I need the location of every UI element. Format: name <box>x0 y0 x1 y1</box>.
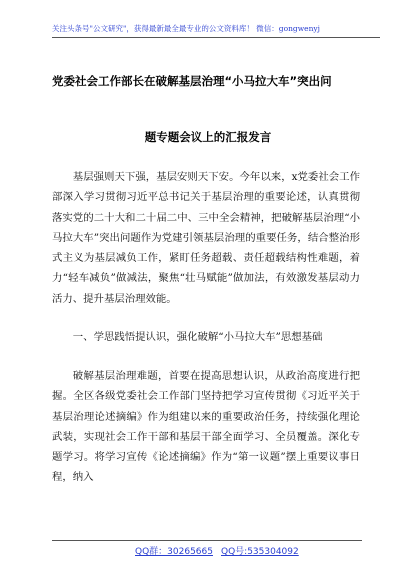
section-heading: 一、学思践悟提认识，强化破解“小马拉大车”思想基础 <box>72 331 323 343</box>
body-paragraph: 破解基层治理难题，首要在提高思想认识，从政治高度进行把握。全区各级党委社会工作部门坚持把学习宣传贯彻《习近平关于基层治理论述摘编》作为组建以来的重要政治任务，持续强化理论武装，实现社会工作干部和基层干部全面学习、全员覆盖。深化专题学习。将学习宣传《论述摘编》作为“第一议题”摆上重要议事日程，纳入 <box>52 370 360 484</box>
document-title-line-2: 题专题会议上的汇报发言 <box>144 130 272 144</box>
body-paragraph: 基层强则天下强，基层安则天下安。今年以来，x党委社会工作部深入学习贯彻习近平总书记关于基层治理的重要论述，认真贯彻落实党的二十大和二十届二中、三中全会精神，把破解基层治理“小马拉大车”突出问题作为党建引领基层治理的重要任务，结合整治形式主义为基层减负工作，紧盯任务超载、责任超载结构性难题，着力“轻车减负”做减法，聚焦“壮马赋能”做加法，有效激发基层动力活力、提升基层治理效能。 <box>52 171 360 305</box>
page-footer <box>52 540 362 555</box>
qq-number-link[interactable]: QQ号:535304092 <box>221 547 299 557</box>
page-header-banner: 关注头条号"公文研究"，获得最新最全最专业的公文资料库！ 微信：gongwenyj <box>52 24 380 38</box>
document-title-line-1: 党委社会工作部长在破解基层治理“小马拉大车”突出问 <box>52 74 332 88</box>
qq-group-link[interactable]: QQ群：30265665 <box>135 547 213 557</box>
